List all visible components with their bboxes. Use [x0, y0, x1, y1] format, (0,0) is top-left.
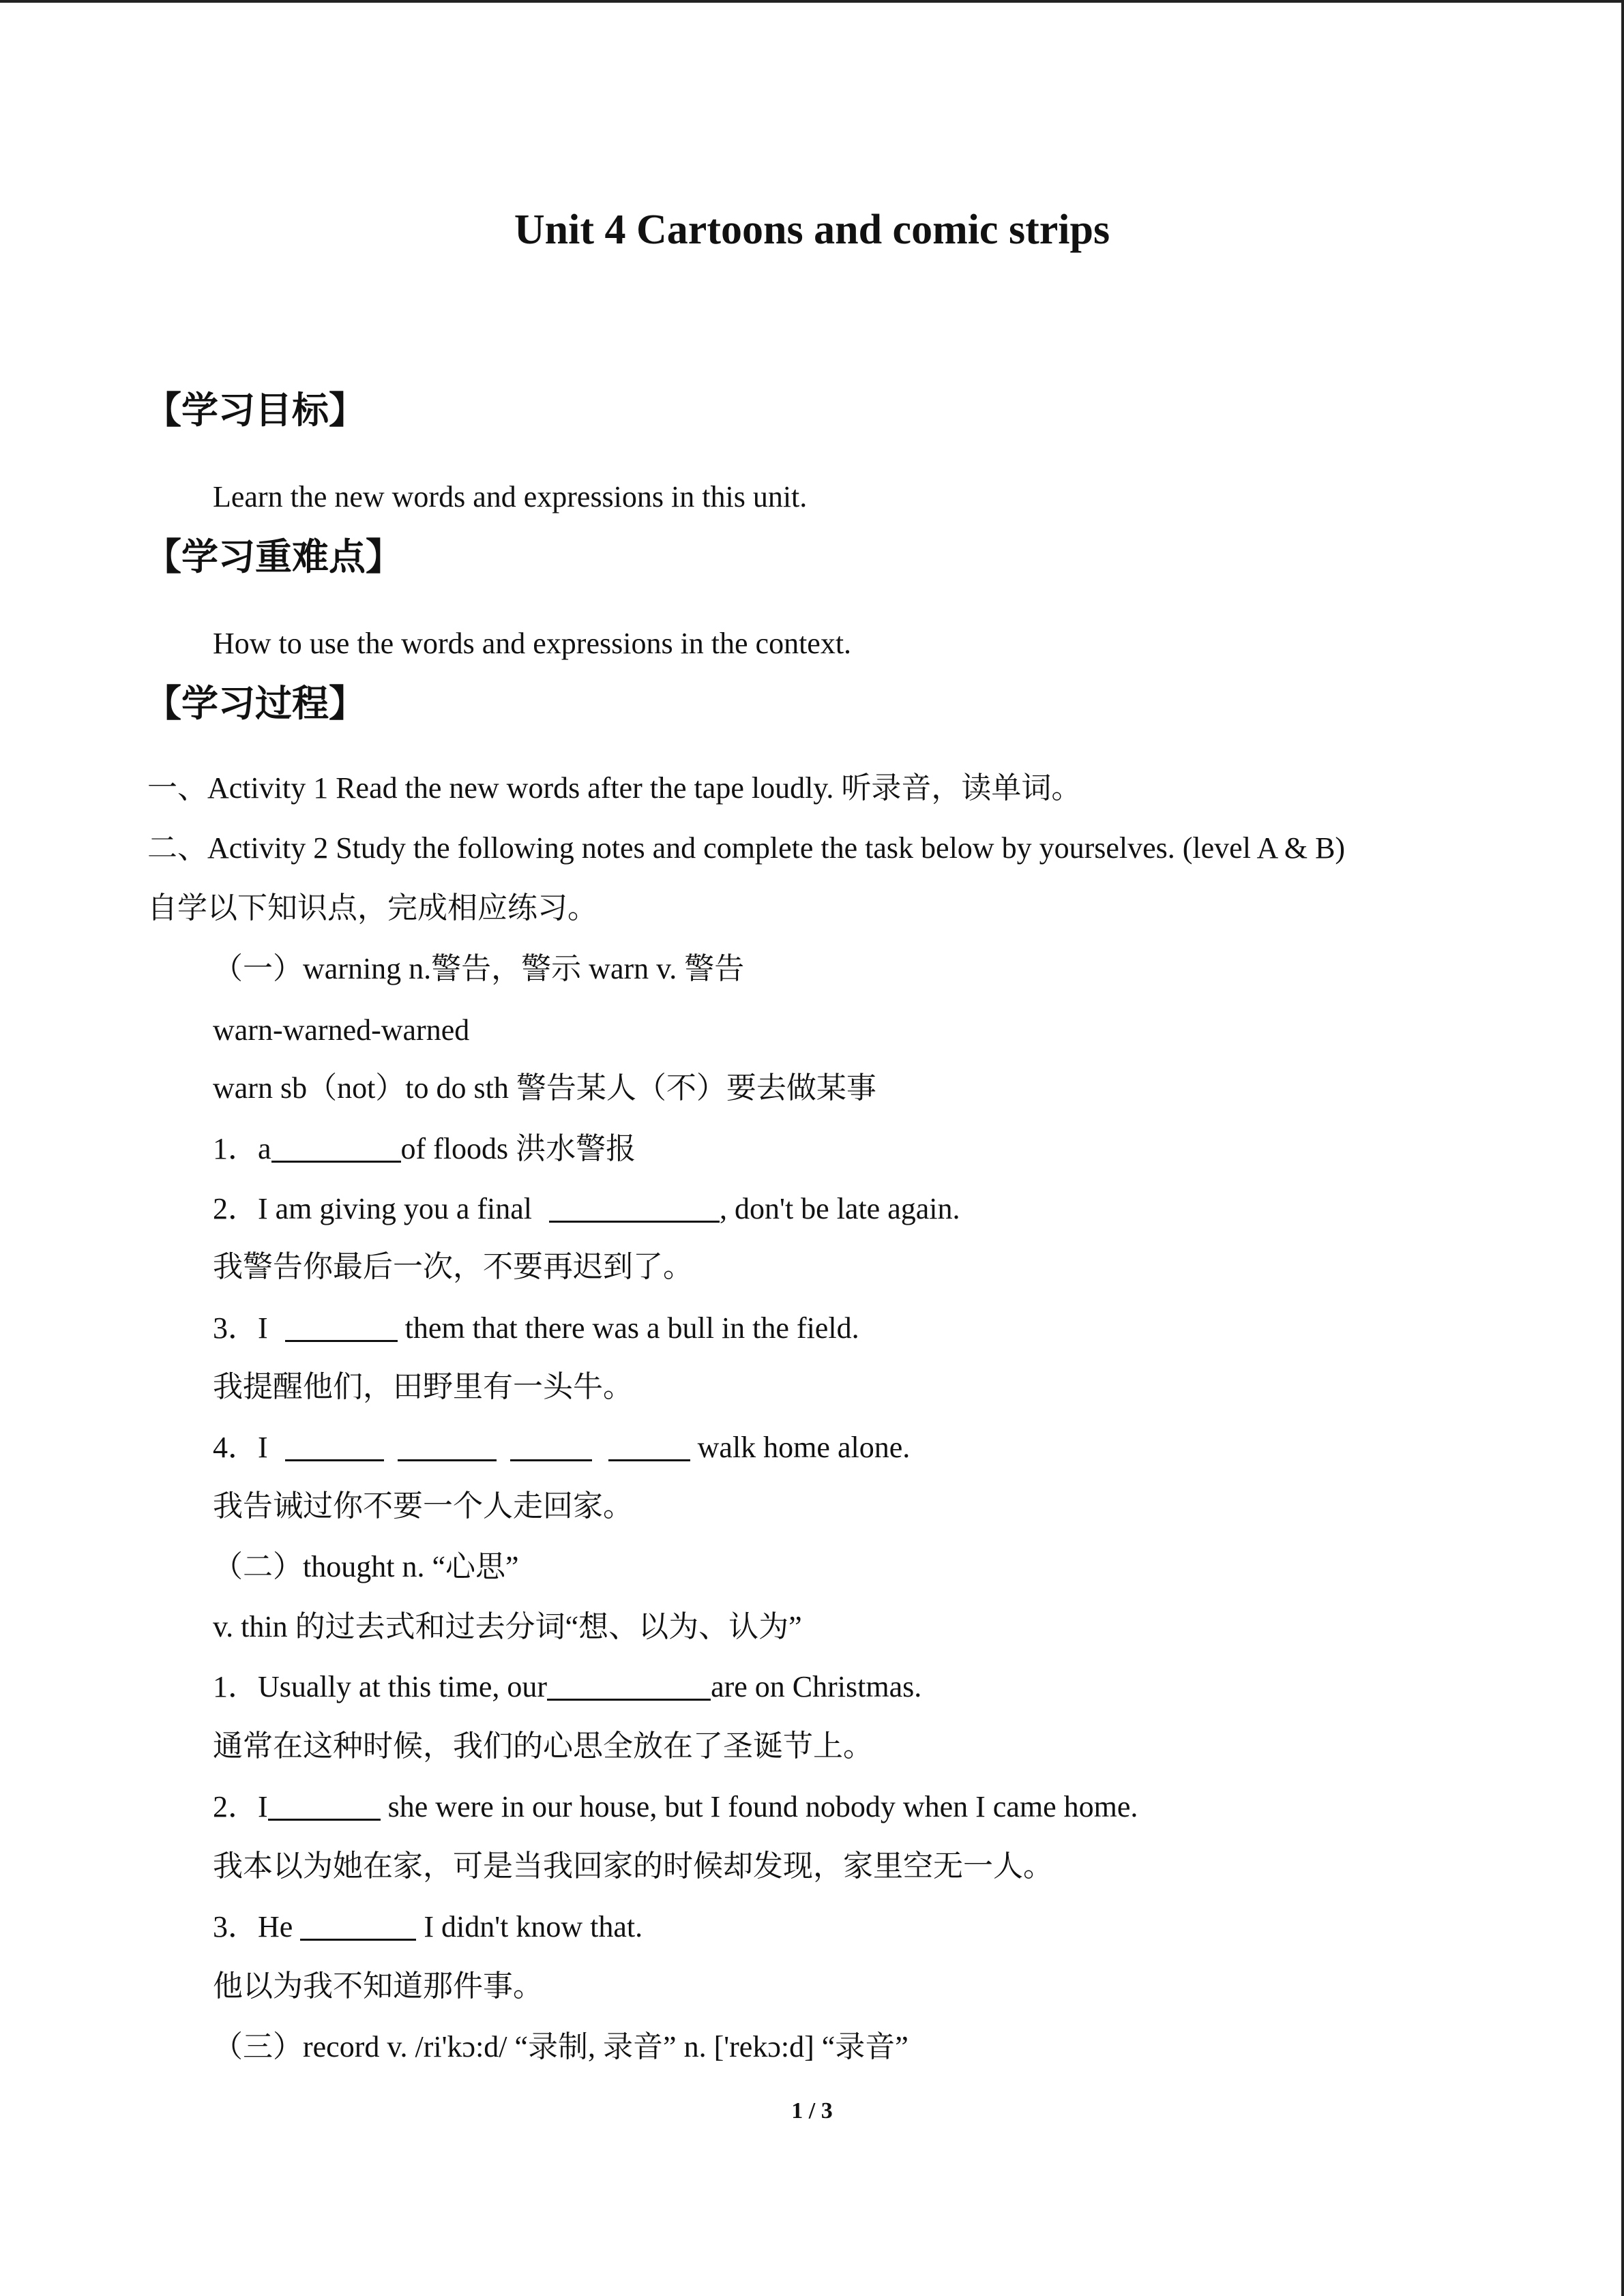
answer-blank[interactable] [549, 1191, 720, 1223]
answer-blank[interactable] [300, 1909, 416, 1941]
answer-blank[interactable] [285, 1429, 384, 1461]
part2-q3-suffix: I didn't know that. [416, 1910, 643, 1943]
part2-q1-suffix: are on Christmas. [711, 1670, 922, 1703]
answer-blank[interactable] [398, 1429, 497, 1461]
activity-2-note: 自学以下知识点，完成相应练习。 [147, 891, 597, 925]
part2-question-1 [213, 1669, 921, 1705]
part1-q4-prefix: 4．I [213, 1431, 276, 1464]
part1-question-3 [213, 1310, 859, 1347]
part1-forms: warn-warned-warned [213, 1013, 470, 1047]
key-points-heading: 【学习重难点】 [145, 535, 402, 578]
part1-header: （一）warning n.警告，警示 warn v. 警告 [213, 952, 745, 985]
part2-verb: v. thin 的过去式和过去分词“想、以为、认为” [213, 1610, 802, 1643]
part2-question-3 [213, 1909, 643, 1945]
process-heading: 【学习过程】 [145, 682, 366, 725]
page-number: 1 / 3 [791, 2098, 833, 2123]
part2-header: （二）thought n. “心思” [213, 1550, 519, 1583]
part2-q2-translation: 我本以为她在家，可是当我回家的时候却发现，家里空无一人。 [213, 1849, 1053, 1883]
part1-q3-translation: 我提醒他们，田野里有一头牛。 [213, 1370, 633, 1403]
part1-q1-prefix: 1．a [213, 1132, 271, 1165]
objectives-text: Learn the new words and expressions in this unit. [213, 480, 808, 513]
page-border-top [0, 0, 1624, 3]
document-title: Unit 4 Cartoons and comic strips [514, 207, 1110, 253]
part1-q2-suffix: , don't be late again. [720, 1192, 960, 1225]
part1-q2-translation: 我警告你最后一次，不要再迟到了。 [213, 1250, 693, 1283]
answer-blank[interactable] [285, 1310, 398, 1342]
part1-question-1 [213, 1131, 636, 1167]
key-points-text: How to use the words and expressions in the context. [213, 627, 852, 660]
part1-phrase: warn sb（not）to do sth 警告某人（不）要去做某事 [213, 1071, 876, 1105]
part1-q4-translation: 我告诫过你不要一个人走回家。 [213, 1489, 633, 1523]
objectives-heading: 【学习目标】 [145, 389, 366, 432]
answer-blank[interactable] [268, 1789, 381, 1821]
part1-q3-suffix: them that there was a bull in the field. [397, 1311, 859, 1345]
activity-2: 二、Activity 2 Study the following notes and complete the task below by yourselves. (level A & B) [147, 831, 1346, 865]
part2-q3-prefix: 3．He [213, 1910, 301, 1943]
part1-q4-suffix: walk home alone. [690, 1431, 911, 1464]
part2-q2-suffix: she were in our house, but I found nobody when I came home. [380, 1790, 1138, 1823]
answer-blank[interactable] [271, 1131, 401, 1163]
part1-q1-suffix: of floods 洪水警报 [400, 1132, 636, 1165]
answer-blank[interactable] [608, 1429, 690, 1461]
part2-q1-translation: 通常在这种时候，我们的心思全放在了圣诞节上。 [213, 1729, 873, 1763]
part2-q1-prefix: 1．Usually at this time, our [213, 1670, 548, 1703]
answer-blank[interactable] [547, 1669, 711, 1701]
part1-question-2 [213, 1191, 960, 1227]
part2-q3-translation: 他以为我不知道那件事。 [213, 1969, 543, 2003]
part3-header: （三）record v. /ri'kɔ:d/ “录制, 录音” n. ['rekɔ:d] “录音” [213, 2030, 909, 2063]
page-border-right [1621, 0, 1624, 2296]
part1-q2-prefix: 2．I am giving you a final [213, 1192, 540, 1225]
answer-blank[interactable] [510, 1429, 592, 1461]
part1-question-4 [213, 1429, 910, 1466]
part1-q3-prefix: 3．I [213, 1311, 276, 1345]
part2-q2-prefix: 2．I [213, 1790, 268, 1823]
part2-question-2 [213, 1789, 1138, 1825]
activity-1: 一、Activity 1 Read the new words after the tape loudly. 听录音，读单词。 [147, 771, 1082, 805]
